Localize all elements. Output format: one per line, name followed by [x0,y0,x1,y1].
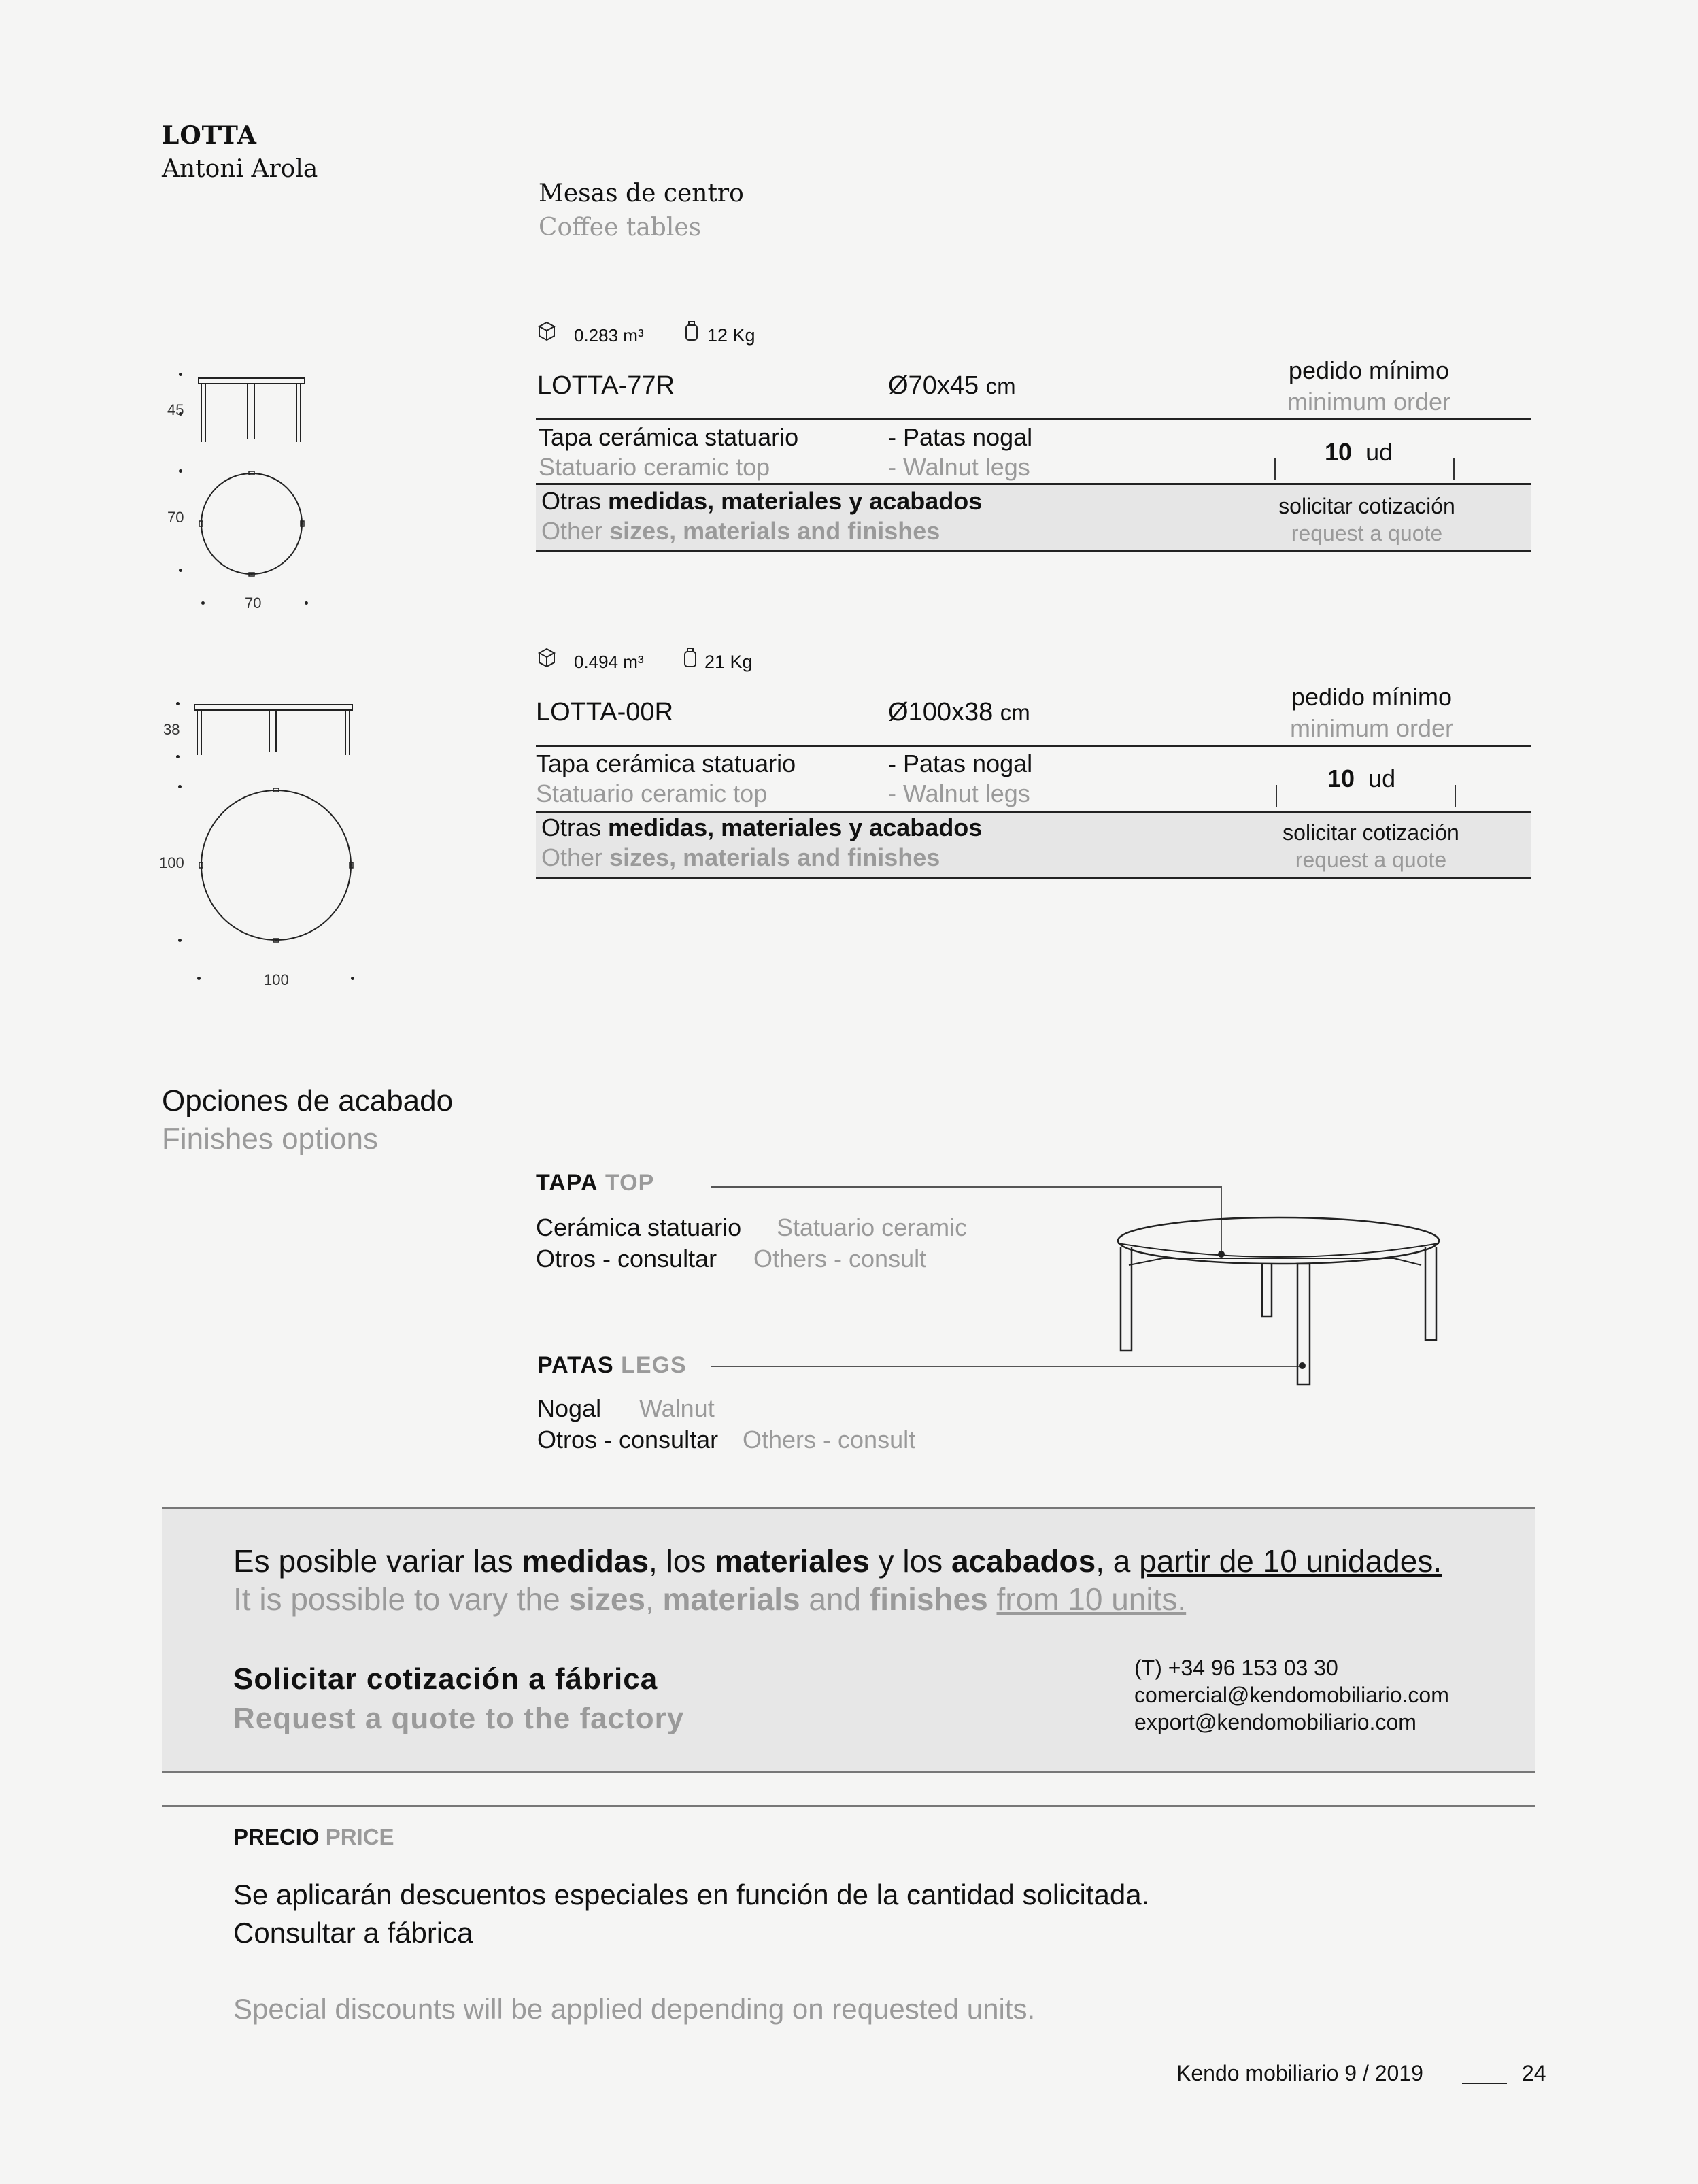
table-perspective-drawing [1108,1183,1448,1394]
price-text-es-2: Consultar a fábrica [233,1917,473,1949]
other-options-en: Other sizes, materials and finishes [541,843,940,871]
qty-unit: ud [1368,765,1396,792]
table-divider [536,745,1531,747]
legs-option-1-en: Walnut [639,1394,715,1422]
table-divider [536,550,1531,552]
table-divider [536,877,1531,879]
dimension-marker [178,785,182,788]
legs-option-2-en: Others - consult [743,1426,916,1454]
footer-rule [1462,2083,1507,2084]
dimension-marker [197,977,201,980]
request-quote-link-en[interactable]: request a quote [1295,847,1447,872]
product-name: LOTTA [162,121,257,150]
qty-bracket-left [1274,458,1276,480]
finishes-title-es: Opciones de acabado [162,1084,454,1118]
qty-bracket-right [1453,458,1455,480]
dimension-height: 45 [167,401,184,418]
request-quote-link-es[interactable]: solicitar cotización [1278,494,1455,518]
min-order-label-es: pedido mínimo [1291,683,1453,711]
other-options-es: Otras medidas, materiales y acabados [541,813,983,841]
designer-name: Antoni Arola [162,155,318,183]
legs-material-en: - Walnut legs [888,779,1030,807]
other-options-es: Otras medidas, materiales y acabados [541,487,983,515]
footer-catalog: Kendo mobiliario 9 / 2019 [1176,2061,1423,2085]
product-size [888,698,1030,727]
page-number: 24 [1522,2061,1546,2085]
quote-heading-en: Request a quote to the factory [233,1702,685,1735]
price-heading: PRECIO PRICE [233,1824,394,1849]
dimension-marker [305,601,308,605]
min-order-label-en: minimum order [1287,388,1451,416]
top-option-2-en: Others - consult [753,1245,927,1273]
request-quote-link-es[interactable]: solicitar cotización [1283,820,1459,845]
price-divider [162,1805,1535,1807]
category-en: Coffee tables [539,214,702,241]
legs-option-2-es: Otros - consultar [537,1426,719,1454]
qty-bracket-right [1455,785,1456,807]
price-text-es-1: Se aplicarán descuentos especiales en función de la cantidad solicitada. [233,1879,1150,1911]
top-material-es: Tapa cerámica statuario [539,423,799,451]
box-icon [537,646,556,671]
legs-material-es: - Patas nogal [888,750,1033,777]
min-order-label-en: minimum order [1289,714,1454,742]
customization-text-en: It is possible to vary the sizes, materials and finishes from 10 units. [233,1581,1187,1617]
contact-phone[interactable]: (T) +34 96 153 03 30 [1134,1656,1338,1680]
top-option-1-es: Cerámica statuario [536,1213,742,1241]
dimension-marker [178,939,182,942]
units-link-en[interactable]: from 10 units. [996,1581,1187,1617]
weight-value: 21 Kg [704,652,753,672]
dimension-depth: 100 [159,854,184,871]
legs-material-es: - Patas nogal [888,423,1033,451]
dimension-marker [201,601,205,605]
dimension-height: 38 [163,721,180,738]
qty-value: 10 [1325,438,1353,466]
min-order-label-es: pedido mínimo [1288,356,1450,384]
dimension-marker [176,702,180,705]
top-finish-heading: TAPA TOP [536,1170,655,1196]
top-material-en: Statuario ceramic top [539,453,770,481]
top-material-en: Statuario ceramic top [536,779,768,807]
dimension-marker [179,373,182,376]
volume-value: 0.494 m³ [574,652,644,672]
top-material-es: Tapa cerámica statuario [536,750,796,777]
size-unit: cm [985,373,1016,399]
contact-email-export[interactable]: export@kendomobiliario.com [1134,1710,1416,1734]
min-order-qty [1325,438,1393,467]
top-view-drawing [197,786,355,944]
units-link-es[interactable]: partir de 10 unidades. [1139,1543,1442,1579]
dimension-width: 100 [264,971,289,988]
request-quote-link-en[interactable]: request a quote [1291,521,1443,545]
min-order-qty [1327,765,1395,793]
dimension-marker [179,469,182,473]
product-code: LOTTA-00R [536,698,674,726]
volume-value: 0.283 m³ [574,325,644,346]
table-divider [536,418,1531,420]
product-code: LOTTA-77R [537,371,675,400]
dimension-marker [351,977,354,980]
weight-value: 12 Kg [707,325,755,346]
size-value: Ø70x45 [888,371,979,400]
dimension-marker [179,569,182,572]
top-option-2-es: Otros - consultar [536,1245,717,1273]
qty-bracket-left [1276,785,1277,807]
qty-unit: ud [1365,438,1393,466]
box-icon [537,320,556,344]
quote-heading-es: Solicitar cotización a fábrica [233,1662,658,1696]
dimension-marker [176,755,180,758]
weight-icon [684,320,700,343]
dimension-width: 70 [245,594,262,611]
size-unit: cm [1000,700,1030,725]
qty-value: 10 [1327,765,1355,792]
contact-email-commercial[interactable]: comercial@kendomobiliario.com [1134,1683,1449,1707]
other-options-en: Other sizes, materials and finishes [541,517,940,545]
product-size [888,371,1016,401]
legs-option-1-es: Nogal [537,1394,602,1422]
size-value: Ø100x38 [888,698,994,726]
finishes-title-en: Finishes options [162,1122,378,1156]
category-es: Mesas de centro [539,180,744,207]
side-view-drawing [197,374,306,445]
customization-text-es: Es posible variar las medidas, los materiales y los acabados, a partir de 10 unidades. [233,1543,1442,1579]
price-text-en: Special discounts will be applied depending on requested units. [233,1993,1036,2025]
top-view-drawing [197,469,306,578]
top-option-1-en: Statuario ceramic [777,1213,968,1241]
legs-material-en: - Walnut legs [888,453,1030,481]
legs-finish-heading: PATAS LEGS [537,1352,687,1378]
dimension-depth: 70 [167,509,184,526]
side-view-drawing [193,701,354,758]
box-bottom-border [162,1771,1535,1773]
weight-icon [683,646,699,669]
